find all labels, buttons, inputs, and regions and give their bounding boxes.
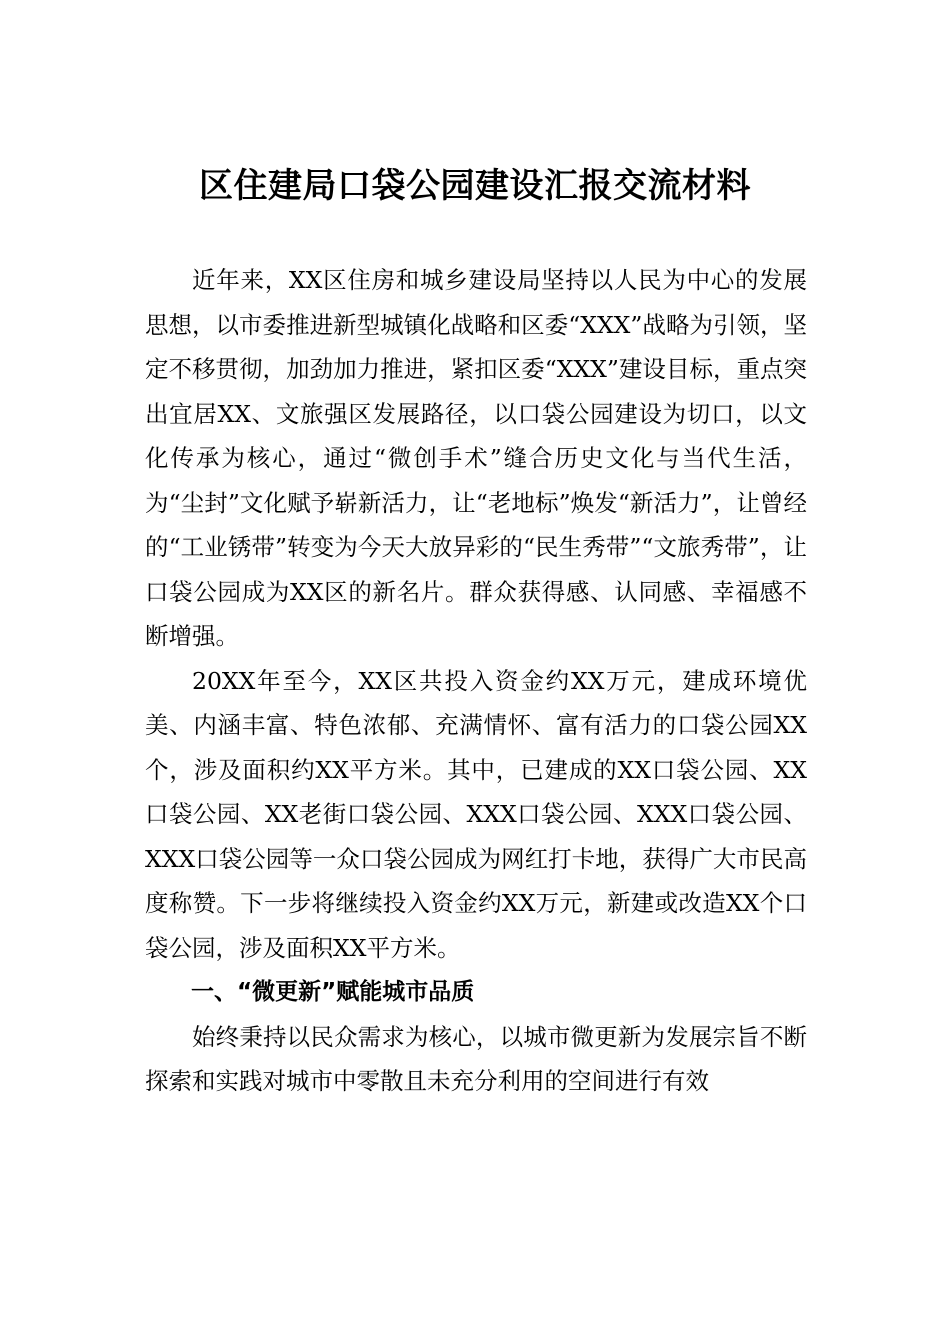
paragraph-section-one: 始终秉持以民众需求为核心，以城市微更新为发展宗旨不断探索和实践对城市中零散且未充分利用的空间进行有效 (145, 1022, 807, 1095)
paragraph-investment: 20XX年至今，XX区共投入资金约XX万元，建成环境优美、内涵丰富、特色浓郁、充满情怀、富有活力的口袋公园XX个，涉及面积约XX平方米。其中，已建成的XX口袋公园、XX口袋公园、XX老街口袋公园、XXX口袋公园、XXX口袋公园、XXX口袋公园等一众口袋公园成为网红打卡地，获得广大市民高度称赞。下一步将继续投入资金约XX万元，新建或改造XX个口袋公园，涉及面积XX平方米。 (145, 666, 807, 962)
section-heading: 一、“微更新”赋能城市品质 (191, 979, 475, 1005)
paragraph-intro: 近年来，XX区住房和城乡建设局坚持以人民为中心的发展思想，以市委推进新型城镇化战略和区委“XXX”战略为引领，坚定不移贯彻，加劲加力推进，紧扣区委“XXX”建设目标，重点突出宜居XX、文旅强区发展路径，以口袋公园建设为切口，以文化传承为核心，通过“微创手术”缝合历史文化与当代生活，为“尘封”文化赋予崭新活力，让“老地标”焕发“新活力”，让曾经的“工业锈带”转变为今天大放异彩的“民生秀带”“文旅秀带”，让口袋公园成为XX区的新名片。群众获得感、认同感、幸福感不断增强。 (145, 266, 807, 650)
document-body (145, 258, 807, 1104)
document-title: 区住建局口袋公园建设汇报交流材料 (199, 166, 751, 206)
